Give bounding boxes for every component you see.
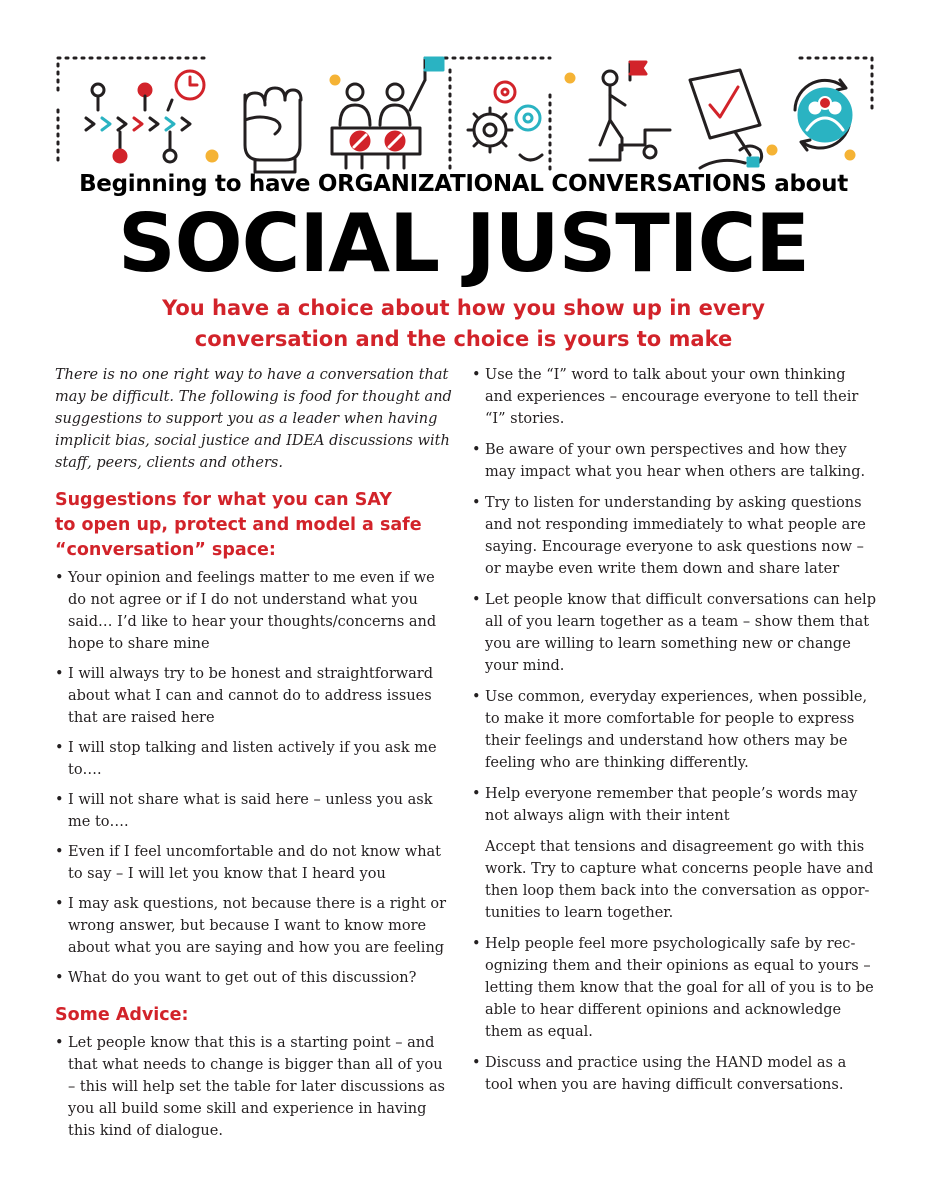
list-item: • I will stop talking and listen actively if you ask me to…. xyxy=(55,737,453,781)
right-list xyxy=(472,364,877,1096)
advice-list xyxy=(55,1032,453,1142)
headline-intro: Beginning to have ORGANIZATIONAL CONVERSATIONS about xyxy=(79,171,848,197)
list-item: • Let people know that difficult conversations can help all of you learn together as a team – show them that you are willing to learn something new or change your mind. xyxy=(472,589,877,677)
list-item: • Use common, everyday experiences, when possible, to make it more comfortable for people to express their feelings and understand how others may be feeling who are thinking differently. xyxy=(472,686,877,774)
climbing-stairs-icon xyxy=(590,62,670,160)
say-list xyxy=(55,567,453,989)
say-heading xyxy=(55,488,453,563)
list-item: • I will always try to be honest and straightforward about what I can and cannot do to address issues that are raised here xyxy=(55,663,453,729)
page-title: SOCIAL JUSTICE xyxy=(118,197,809,290)
list-item: • Discuss and practice using the HAND model as a tool when you are having difficult conversations. xyxy=(472,1052,877,1096)
list-item: • Use the “I” word to talk about your own thinking and experiences – encourage everyone to tell their “I” stories. xyxy=(472,364,877,430)
list-item: • Even if I feel uncomfortable and do not know what to say – I will let you know that I heard you xyxy=(55,841,453,885)
subtitle-line-1: You have a choice about how you show up in every xyxy=(162,296,765,320)
list-item: • Help everyone remember that people’s words may not always align with their intent xyxy=(472,783,877,827)
list-item: • Help people feel more psychologically safe by recognizing them and their opinions as equal to yours – letting them know that the goal for all of you is to be able to hear different opinions and acknowledge them as equal. xyxy=(472,933,877,1043)
list-item: • Your opinion and feelings matter to me even if we do not agree or if I do not understand what you said… I’d like to hear your thoughts/concerns and hope to share mine xyxy=(55,567,453,655)
list-item: • Be aware of your own perspectives and how they may impact what you hear when others are talking. xyxy=(472,439,877,483)
protest-sign-icon xyxy=(690,70,776,168)
subtitle xyxy=(0,293,927,355)
right-column xyxy=(472,364,877,1105)
say-heading-line-2: to open up, protect and model a safe xyxy=(55,515,422,535)
list-item: • I may ask questions, not because there is a right or wrong answer, but because I want to know more about what you are saying and how you are feeling xyxy=(55,893,453,959)
process-flow-icon xyxy=(86,71,217,162)
left-column xyxy=(55,364,453,1150)
list-item: • Try to listen for understanding by asking questions and not responding immediately to what people are saying. Encourage everyone to ask questions now – or maybe even write them down and share later xyxy=(472,492,877,580)
list-item: • I will not share what is said here – unless you ask me to…. xyxy=(55,789,453,833)
protest-icon xyxy=(331,58,443,168)
gears-icon xyxy=(450,70,574,170)
list-item: • What do you want to get out of this discussion? xyxy=(55,967,453,989)
header-illustration-banner xyxy=(50,50,880,180)
group-cycle-icon xyxy=(795,80,854,159)
list-item-unbulleted: Accept that tensions and disagreement go with this work. Try to capture what concerns people have and then loop them back into the conversation as opportunities to learn together. xyxy=(485,839,874,921)
say-heading-line-3: “conversation” space: xyxy=(55,540,276,560)
intro-paragraph: There is no one right way to have a conversation that may be difficult. The following is food for thought and suggestions to support you as a leader when having implicit bias, social justice and IDEA discussions with staff, peers, clients and others. xyxy=(55,367,452,471)
raised-fist-icon xyxy=(245,88,301,172)
say-heading-line-1: Suggestions for what you can SAY xyxy=(55,490,392,510)
advice-heading: Some Advice: xyxy=(55,1005,189,1025)
list-item: • Let people know that this is a starting point – and that what needs to change is bigger than all of you – this will help set the table for later discussions as you all build some skill and experience in having this kind of dialogue. xyxy=(55,1032,453,1142)
subtitle-line-2: conversation and the choice is yours to make xyxy=(194,327,733,351)
